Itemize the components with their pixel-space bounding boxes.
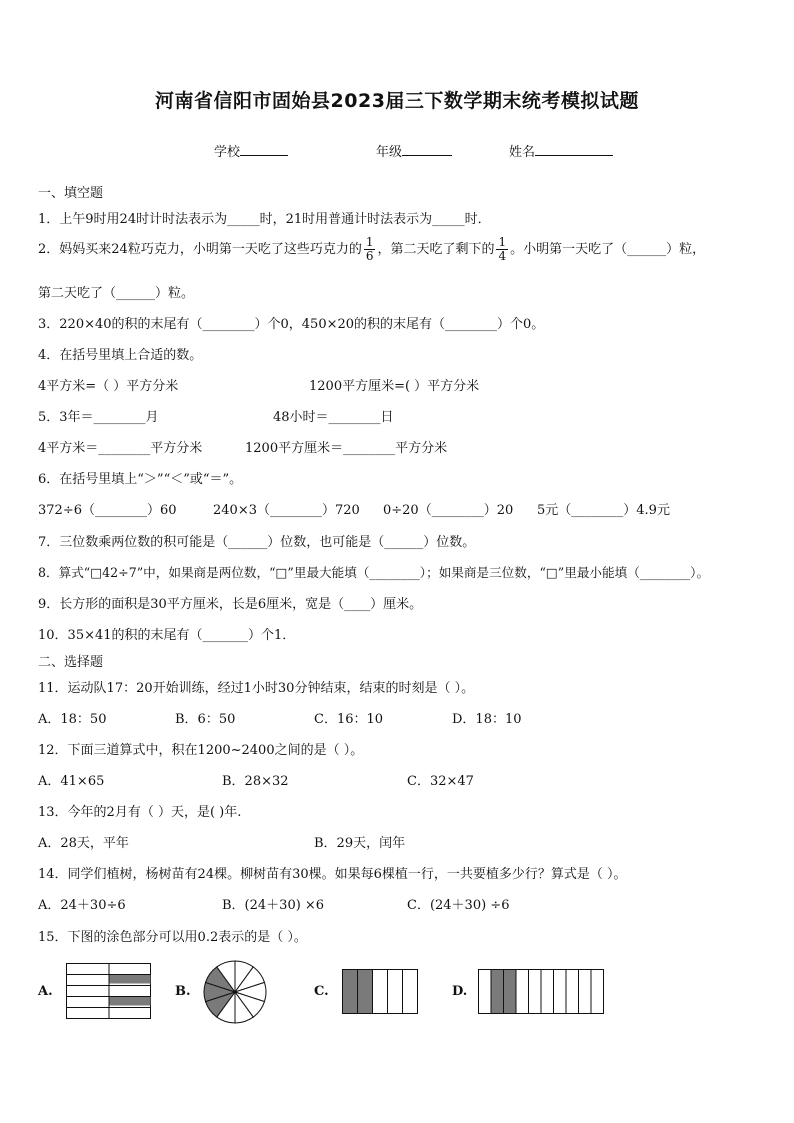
name-blank[interactable] bbox=[535, 143, 613, 156]
column-cell bbox=[491, 970, 504, 1014]
question-11-stem: 11．运动队17：20开始训练，经过1小时30分钟结束，结束的时刻是（ ）。 bbox=[38, 681, 475, 696]
question-7: 7．三位数乘两位数的积可能是（______）位数，也可能是（______）位数。 bbox=[38, 535, 476, 550]
school-field bbox=[214, 141, 288, 160]
question-4-stem: 4．在括号里填上合适的数。 bbox=[38, 348, 203, 363]
question-4-b: 1200平方厘米=( ）平方分米 bbox=[309, 379, 480, 394]
question-9: 9．长方形的面积是30平方厘米，长是6厘米，宽是（____）厘米。 bbox=[38, 597, 423, 612]
q14-option-c[interactable]: C．(24＋30) ÷6 bbox=[407, 898, 510, 913]
school-label: 学校 bbox=[214, 145, 241, 160]
grade-field bbox=[376, 141, 452, 160]
question-5-b: 48小时＝________日 bbox=[273, 410, 394, 425]
q12-option-a[interactable]: A．41×65 bbox=[38, 774, 105, 789]
question-13-stem: 13．今年的2月有（ ）天，是( )年. bbox=[38, 805, 242, 820]
question-6-stem: 6．在括号里填上“＞”“＜”或“＝”。 bbox=[38, 472, 243, 487]
q11-option-b[interactable]: B．6：50 bbox=[175, 712, 236, 727]
question-4-a: 4平方米=（ ）平方分米 bbox=[38, 379, 179, 394]
question-10: 10．35×41的积的末尾有（_______）个1． bbox=[38, 628, 296, 643]
column-cell bbox=[529, 970, 542, 1014]
q2-text-b: ，第二天吃了剩下的 bbox=[377, 242, 495, 257]
question-14-stem: 14．同学们植树，杨树苗有24棵。柳树苗有30棵。如果每6棵植一行，一共要植多少行？算式是（ ）。 bbox=[38, 867, 627, 882]
question-2-cont: 第二天吃了（______）粒。 bbox=[38, 286, 195, 301]
question-6-d: 5元（________）4.9元 bbox=[537, 503, 670, 518]
grade-blank[interactable] bbox=[402, 143, 452, 156]
q15-figure-c[interactable] bbox=[342, 969, 422, 1015]
column-cell bbox=[579, 970, 592, 1014]
q15-option-a-label[interactable]: A. bbox=[38, 984, 53, 999]
q12-option-b[interactable]: B．28×32 bbox=[222, 774, 289, 789]
question-3: 3．220×40的积的末尾有（________）个0，450×20的积的末尾有（________）个0。 bbox=[38, 317, 545, 332]
column-cell bbox=[554, 970, 567, 1014]
q11-option-c[interactable]: C．16：10 bbox=[314, 712, 384, 727]
q15-option-d-label[interactable]: D. bbox=[452, 984, 468, 999]
q2-text-c: 。小明第一天吃了（______）粒， bbox=[510, 242, 706, 257]
q12-option-c[interactable]: C．32×47 bbox=[407, 774, 474, 789]
section-choice: 二、选择题 bbox=[38, 655, 104, 670]
question-5-c: 4平方米＝________平方分米 bbox=[38, 441, 203, 456]
q15-figure-b[interactable] bbox=[202, 959, 268, 1025]
question-6-a: 372÷6（________）60 bbox=[38, 503, 177, 518]
q11-option-a[interactable]: A．18：50 bbox=[38, 712, 107, 727]
column-cell bbox=[479, 970, 492, 1014]
section-fill-blank: 一、填空题 bbox=[38, 186, 104, 201]
question-5-d: 1200平方厘米＝________平方分米 bbox=[245, 441, 448, 456]
name-label: 姓名 bbox=[509, 145, 536, 160]
q11-option-d[interactable]: D．18：10 bbox=[452, 712, 522, 727]
name-field bbox=[509, 141, 613, 160]
column-cell bbox=[516, 970, 529, 1014]
column-cell bbox=[541, 970, 554, 1014]
fig-a-shade-1 bbox=[109, 975, 151, 984]
q2-text-a: 2．妈妈买来24粒巧克力，小明第一天吃了这些巧克力的 bbox=[38, 242, 362, 257]
question-6-b: 240×3（________）720 bbox=[213, 503, 360, 518]
q15-option-c-label[interactable]: C. bbox=[314, 984, 329, 999]
page-title: 河南省信阳市固始县2023届三下数学期末统考模拟试题 bbox=[155, 90, 639, 112]
q14-option-b[interactable]: B．(24＋30) ×6 bbox=[222, 898, 325, 913]
q15-figure-a[interactable] bbox=[66, 963, 152, 1019]
fig-a-shade-2 bbox=[109, 997, 151, 1006]
column-cell bbox=[566, 970, 579, 1014]
q13-option-a[interactable]: A．28天，平年 bbox=[38, 836, 129, 851]
question-6-c: 0÷20（________）20 bbox=[383, 503, 514, 518]
grade-label: 年级 bbox=[376, 145, 403, 160]
column-cell bbox=[591, 970, 604, 1014]
q13-option-b[interactable]: B．29天，闰年 bbox=[314, 836, 406, 851]
school-blank[interactable] bbox=[240, 143, 288, 156]
column-cell bbox=[504, 970, 517, 1014]
q14-option-a[interactable]: A．24＋30÷6 bbox=[38, 898, 126, 913]
question-8: 8．算式“□42÷7”中，如果商是两位数，“□”里最大能填（________）；如果商是三位数，“□”里最小能填（________）。 bbox=[38, 565, 710, 580]
question-15-stem: 15．下图的涂色部分可以用0.2表示的是（ ）。 bbox=[38, 930, 307, 945]
fig-b-circle bbox=[204, 961, 266, 1023]
question-1: 1．上午9时用24时计时法表示为_____时，21时用普通计时法表示为_____时． bbox=[38, 212, 491, 227]
fig-d-columns bbox=[479, 970, 604, 1014]
question-12-stem: 12．下面三道算式中，积在1200~2400之间的是（ ）。 bbox=[38, 743, 364, 758]
fraction-one-sixth: $\frac{1}{6}$ bbox=[365, 235, 374, 263]
fraction-one-fourth: $\frac{1}{4}$ bbox=[498, 235, 507, 263]
q15-figure-d[interactable] bbox=[478, 969, 608, 1015]
question-5-a: 5．3年＝________月 bbox=[38, 410, 159, 425]
q15-option-b-label[interactable]: B. bbox=[175, 984, 191, 999]
question-2 bbox=[38, 236, 705, 263]
